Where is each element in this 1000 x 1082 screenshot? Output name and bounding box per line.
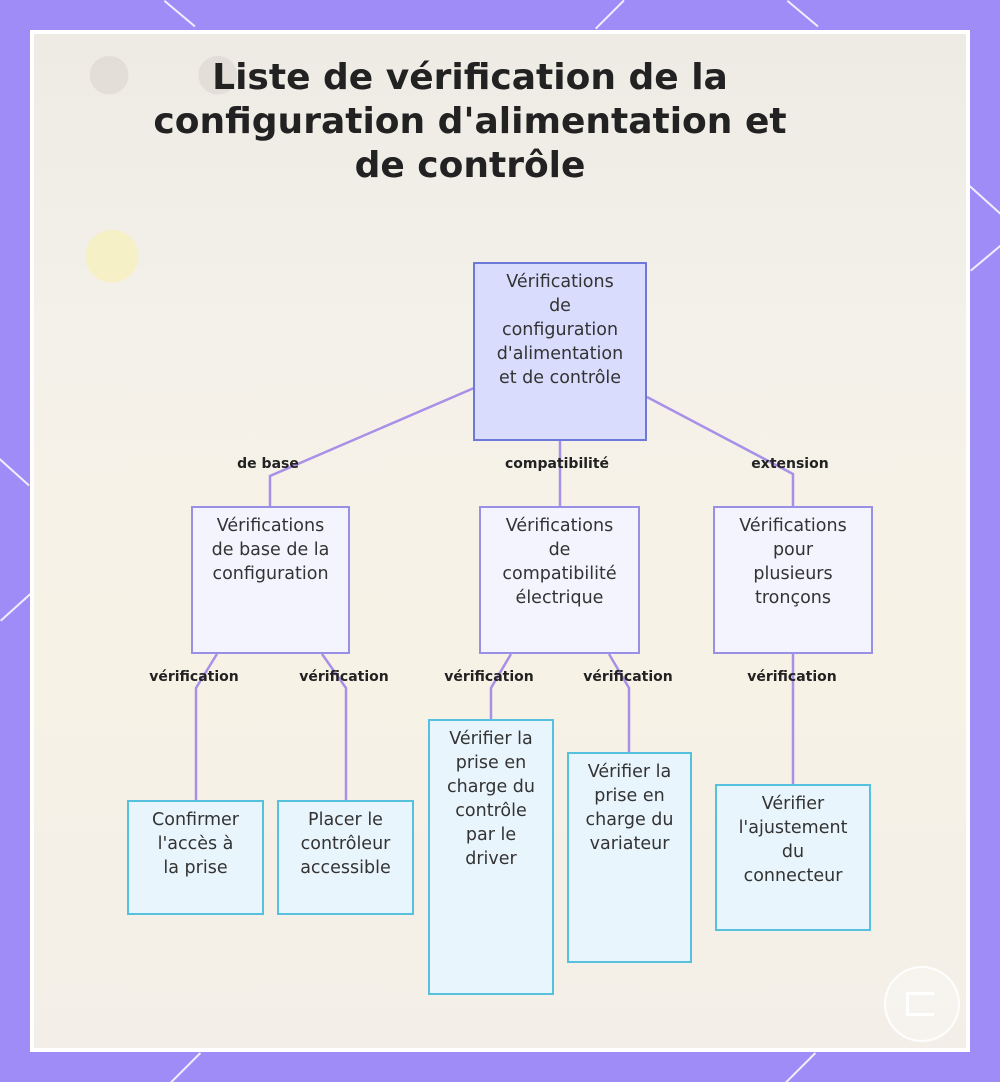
background-blur: • • <box>74 30 253 142</box>
node-driver-control-support <box>428 719 554 995</box>
node-multi-section-checks-label: Vérifications pour plusieurs tronçons <box>739 516 847 608</box>
node-place-controller <box>277 800 414 915</box>
node-dimmer-support <box>567 752 692 963</box>
edge-label-leaf2: vérification <box>299 669 389 685</box>
node-base-checks-label: Vérifications de base de la configuration <box>211 516 330 584</box>
edge-label-base: de base <box>237 456 299 472</box>
diagram-title: Liste de vérification de la configuration d'alimentation et de contrôle <box>153 57 787 186</box>
node-driver-control-support-label: Vérifier la prise en charge du contrôle par le driver <box>447 729 535 869</box>
node-connector-fit <box>715 784 871 931</box>
watermark-badge <box>884 966 960 1042</box>
edge-label-leaf1: vérification <box>149 669 239 685</box>
background-blur: • <box>64 174 160 348</box>
connector-root-base <box>270 388 474 506</box>
node-dimmer-support-label: Vérifier la prise en charge du variateur <box>585 762 674 854</box>
edge-label-leaf3: vérification <box>444 669 534 685</box>
node-connector-fit-label: Vérifier l'ajustement du connecteur <box>738 794 848 886</box>
node-compatibility-checks-label: Vérifications de compatibilité électrique <box>502 516 617 608</box>
connector-root-multi <box>647 397 793 506</box>
edge-label-multi: extension <box>751 456 829 472</box>
node-confirm-outlet-access-label: Confirmer l'accès à la prise <box>152 810 239 878</box>
edge-label-compat: compatibilité <box>504 456 610 472</box>
connector-compat-leaf3 <box>491 654 511 719</box>
node-place-controller-label: Placer le contrôleur accessible <box>300 810 391 878</box>
edge-label-leaf4: vérification <box>583 669 673 685</box>
node-confirm-outlet-access <box>127 800 264 915</box>
edge-label-leaf5: vérification <box>747 669 837 685</box>
logo-icon <box>906 992 934 1016</box>
node-base-checks <box>191 506 350 654</box>
node-root <box>473 262 647 441</box>
node-root-label: Vérifications de configuration d'alimentation et de contrôle <box>496 272 624 388</box>
node-multi-section-checks <box>713 506 873 654</box>
node-compatibility-checks <box>479 506 640 654</box>
